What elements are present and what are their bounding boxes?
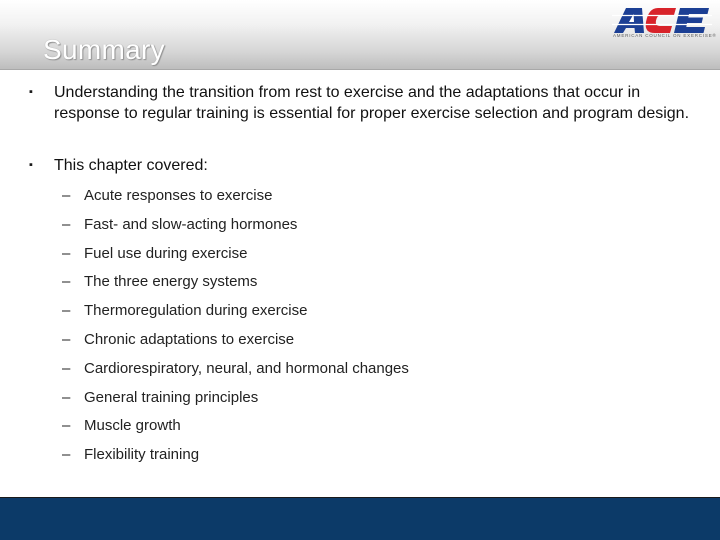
list-item-text: Muscle growth — [84, 417, 181, 435]
bullet-marker: ▪ — [29, 86, 33, 98]
dash-marker: – — [62, 273, 71, 291]
dash-marker: – — [62, 187, 71, 204]
slide-header — [0, 0, 720, 70]
dash-marker: – — [62, 417, 71, 435]
list-item-text: Cardiorespiratory, neural, and hormonal changes — [84, 359, 409, 377]
list-item-text: Acute responses to exercise — [84, 187, 273, 204]
dash-marker: – — [62, 244, 71, 262]
list-item-text: General training principles — [84, 388, 259, 406]
list-item-text: Chronic adaptations to exercise — [84, 330, 295, 348]
dash-marker: – — [62, 215, 71, 233]
bullet-text-2: This chapter covered: — [54, 157, 208, 174]
list-item-text: Fast- and slow-acting hormones — [84, 215, 298, 233]
list-item-text: Flexibility training — [84, 446, 200, 464]
dash-marker: – — [62, 302, 71, 320]
dash-marker: – — [62, 388, 71, 406]
dash-marker: – — [62, 359, 71, 377]
list-item-text: Fuel use during exercise — [84, 244, 248, 262]
slide-footer-bar — [0, 497, 720, 540]
bullet-marker: ▪ — [29, 159, 33, 171]
dash-marker: – — [62, 446, 71, 464]
slide-title: Summary — [43, 34, 165, 65]
bullet-text-1: Understanding the transition from rest to exercise and the adaptations that occur in response to regular training is essential for proper exercise selection and program design. — [54, 84, 690, 122]
ace-logo — [610, 3, 717, 45]
dash-marker: – — [62, 330, 71, 348]
list-item-text: Thermoregulation during exercise — [84, 302, 308, 320]
ace-logo-tagline: AMERICAN COUNCIL ON EXERCISE® — [613, 33, 717, 38]
list-item-text: The three energy systems — [84, 273, 258, 291]
